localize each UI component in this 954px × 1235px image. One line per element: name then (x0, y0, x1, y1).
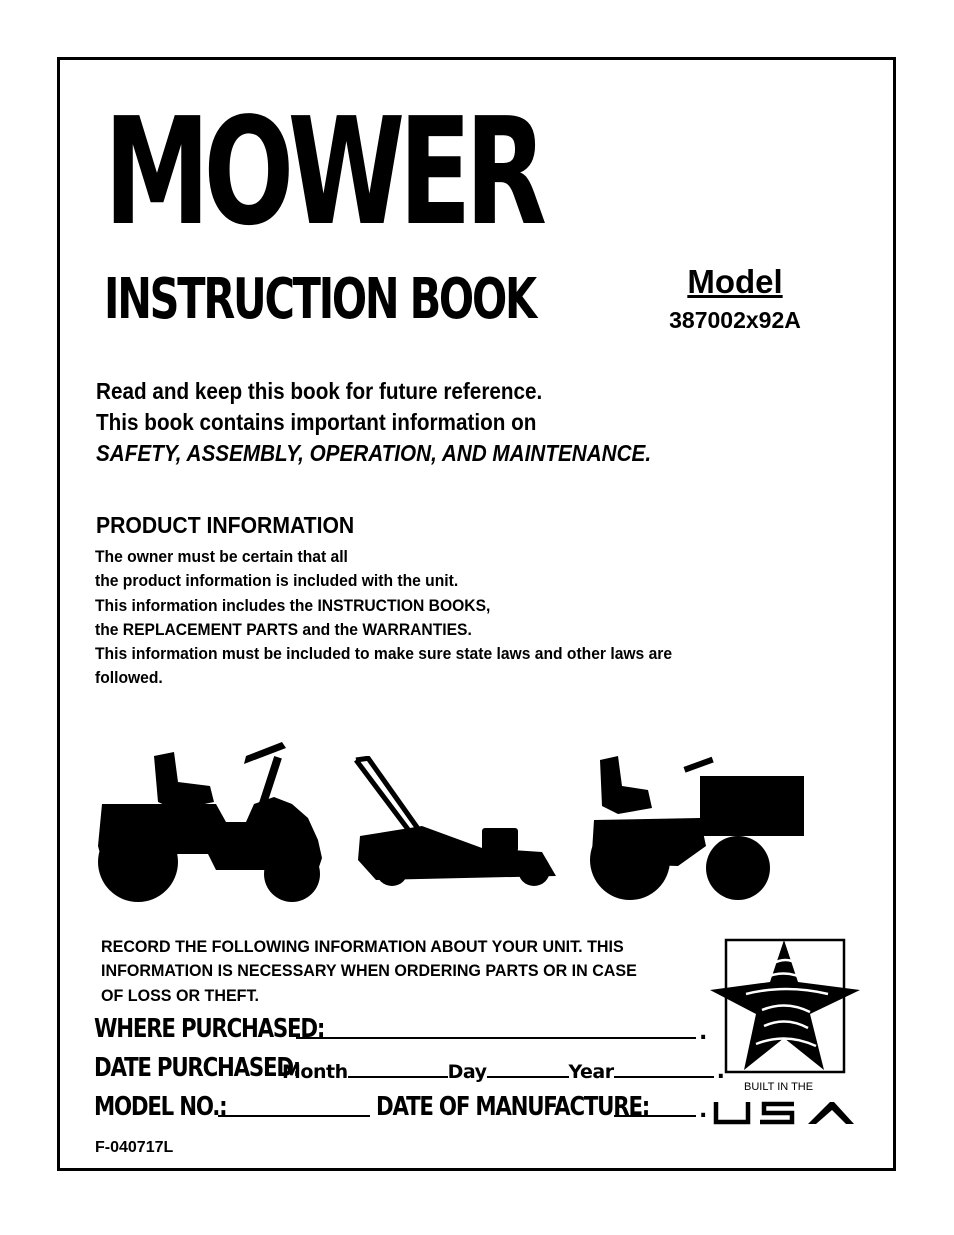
year-field[interactable] (614, 1076, 714, 1078)
field-end-dot: . (699, 1020, 708, 1045)
record-line: OF LOSS OR THEFT. (101, 985, 259, 1005)
intro-line: This book contains important information on (96, 409, 537, 435)
model-no-field[interactable] (218, 1115, 370, 1117)
built-in-the-caption: BUILT IN THE (744, 1081, 814, 1093)
date-of-manufacture-label: DATE OF MANUFACTURE: (376, 1092, 650, 1122)
intro-topics: SAFETY, ASSEMBLY, OPERATION, AND MAINTENANCE. (96, 440, 652, 466)
where-purchased-label: WHERE PURCHASED: (94, 1014, 325, 1044)
product-info-line: followed. (95, 668, 163, 688)
record-line: RECORD THE FOLLOWING INFORMATION ABOUT YOUR UNIT. THIS (101, 937, 624, 956)
built-in-usa-star-icon (706, 934, 866, 1079)
field-end-dot: . (716, 1059, 725, 1084)
riding-mower-icon (96, 742, 326, 902)
product-info-line: the REPLACEMENT PARTS and the WARRANTIES. (95, 619, 472, 639)
title-mower: MOWER (104, 86, 541, 258)
form-code: F-040717L (95, 1139, 174, 1156)
intro-line: Read and keep this book for future reference. (96, 378, 543, 404)
field-end-dot: . (699, 1098, 708, 1123)
where-purchased-field[interactable] (296, 1037, 696, 1039)
model-no-row (94, 1092, 707, 1122)
title-instruction-book: INSTRUCTION BOOK (104, 267, 535, 332)
where-purchased-row (94, 1014, 707, 1044)
product-info-body (95, 545, 672, 691)
product-info-line: This information includes the INSTRUCTION BOOKS, (95, 595, 491, 615)
year-label: Year (568, 1061, 614, 1083)
model-label: Model (687, 263, 783, 300)
product-info-line: This information must be included to make sure state laws and other laws are (95, 644, 673, 664)
record-line: INFORMATION IS NECESSARY WHEN ORDERING PARTS OR IN CASE (101, 961, 637, 981)
date-purchased-label: DATE PURCHASED: (94, 1053, 301, 1083)
model-no-label: MODEL NO.: (94, 1092, 227, 1122)
usa-wordmark-icon (712, 1100, 857, 1126)
product-info-line: The owner must be certain that all (95, 547, 348, 566)
lawn-tractor-icon (588, 756, 808, 902)
record-instructions (101, 935, 637, 1008)
day-field[interactable] (487, 1076, 569, 1078)
product-info-heading: PRODUCT INFORMATION (96, 512, 355, 538)
month-field[interactable] (348, 1076, 448, 1078)
push-mower-icon (352, 756, 562, 886)
product-info-line: the product information is included with the unit. (95, 571, 459, 591)
model-number: 387002x92A (669, 307, 801, 333)
day-label: Day (447, 1061, 487, 1083)
month-label: Month (282, 1061, 348, 1083)
date-purchased-row (94, 1053, 725, 1083)
intro-text (96, 376, 651, 469)
